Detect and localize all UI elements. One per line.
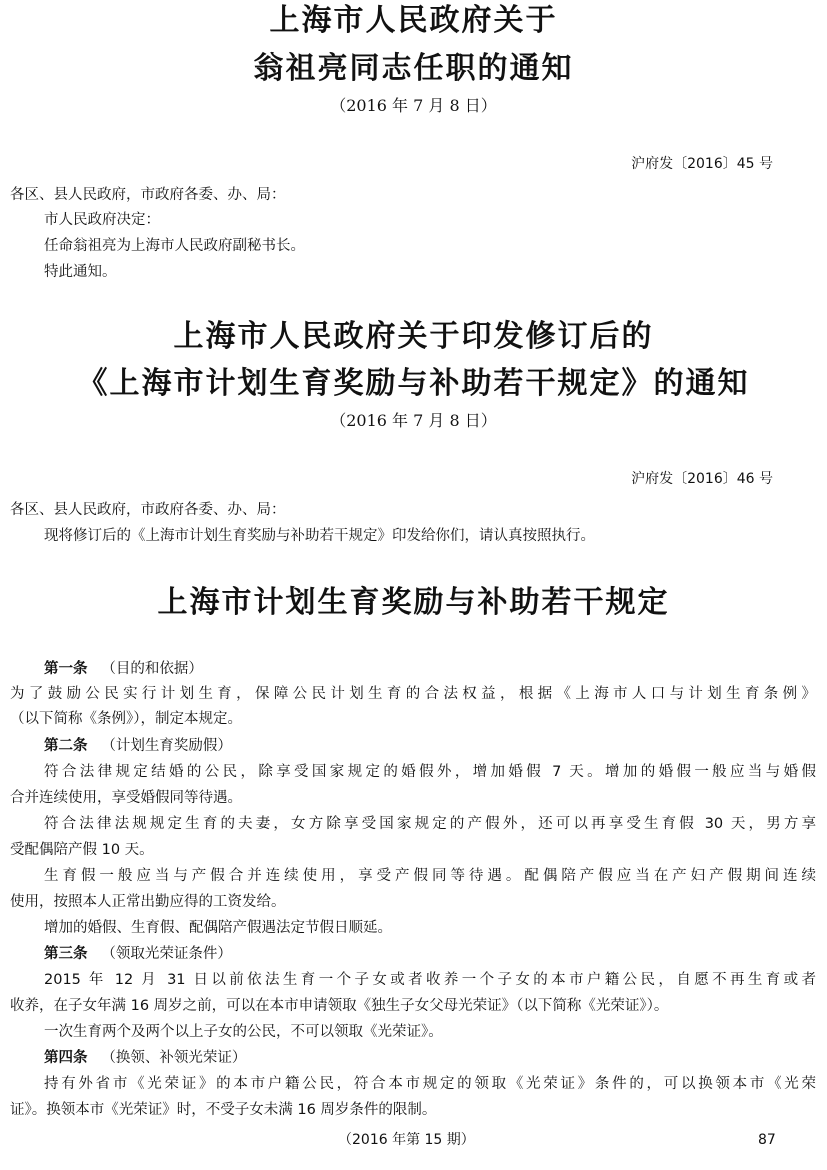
article-line: 持有外省市《光荣证》的本市户籍公民，符合本市规定的领取《光荣证》条件的，可以换领本市《光荣: [44, 1076, 816, 1092]
article-line: （以下简称《条例》），制定本规定。: [10, 711, 242, 727]
article-line: 符合法律规定结婚的公民，除享受国家规定的婚假外，增加婚假 7 天。增加的婚假一般应当与婚假: [44, 764, 816, 780]
notice2-recipients: 各区、县人民政府，市政府各委、办、局：: [10, 502, 286, 518]
notice1-doc-number: 沪府发〔2016〕45 号: [631, 156, 773, 172]
notice1-title-line2: 翁祖亮同志任职的通知: [253, 51, 574, 86]
article-line: 增加的婚假、生育假、配偶陪产假遇法定节假日顺延。: [44, 920, 392, 936]
notice1-recipients: 各区、县人民政府，市政府各委、办、局：: [10, 187, 286, 203]
article-heading: [44, 1049, 816, 1067]
article-line: 收养，在子女年满 16 周岁之前，可以在本市申请领取《独生子女父母光荣证》（以下简称《光荣证》）。: [10, 998, 669, 1014]
article-subject: （换领、补领光荣证）: [101, 1050, 247, 1066]
notice1-body-line: 特此通知。: [44, 264, 117, 280]
notice2-title-line1: 上海市人民政府关于印发修订后的: [173, 319, 654, 354]
article-line: 符合法律法规规定生育的夫妻，女方除享受国家规定的产假外，还可以再享受生育假 30 天，男方享: [44, 816, 816, 832]
notice2-body-line: 现将修订后的《上海市计划生育奖励与补助若干规定》印发给你们，请认真按照执行。: [44, 528, 595, 544]
notice2-date: （2016 年 7 月 8 日）: [330, 411, 497, 430]
article-line: 一次生育两个及两个以上子女的公民，不可以领取《光荣证》。: [44, 1024, 443, 1040]
notice2-title-line2: 《上海市计划生育奖励与补助若干规定》的通知: [77, 366, 750, 401]
article-line: 受配偶陪产假 10 天。: [10, 842, 154, 858]
article-number: 第三条: [44, 946, 88, 962]
article-number: 第一条: [44, 661, 88, 677]
issue-label: （2016 年第 15 期）: [338, 1132, 475, 1148]
article-line: 证》。换领本市《光荣证》时，不受子女未满 16 周岁条件的限制。: [10, 1102, 437, 1118]
article-number: 第四条: [44, 1050, 88, 1066]
notice1-body-line: 任命翁祖亮为上海市人民政府副秘书长。: [44, 238, 305, 254]
regulation-title: 上海市计划生育奖励与补助若干规定: [157, 585, 670, 620]
article-line: 合并连续使用，享受婚假同等待遇。: [10, 790, 242, 806]
article-line: 生育假一般应当与产假合并连续使用，享受产假同等待遇。配偶陪产假应当在产妇产假期间连续: [44, 868, 816, 884]
notice1-body-line: 市人民政府决定：: [44, 212, 160, 228]
article-heading: [44, 660, 816, 678]
notice2-doc-number: 沪府发〔2016〕46 号: [631, 471, 773, 487]
article-number: 第二条: [44, 738, 88, 754]
article-heading: [44, 945, 816, 963]
article-line: 为了鼓励公民实行计划生育，保障公民计划生育的合法权益，根据《上海市人口与计划生育条例》: [10, 686, 816, 702]
article-heading: [44, 737, 816, 755]
article-line: 2015 年 12 月 31 日以前依法生育一个子女或者收养一个子女的本市户籍公民，自愿不再生育或者: [44, 972, 816, 988]
article-subject: （计划生育奖励假）: [101, 738, 232, 754]
article-subject: （目的和依据）: [101, 661, 203, 677]
article-subject: （领取光荣证条件）: [101, 946, 232, 962]
notice1-date: （2016 年 7 月 8 日）: [330, 96, 497, 115]
page-number: 87: [758, 1132, 776, 1148]
article-line: 使用，按照本人正常出勤应得的工资发给。: [10, 894, 286, 910]
notice1-title-line1: 上海市人民政府关于: [269, 3, 558, 38]
